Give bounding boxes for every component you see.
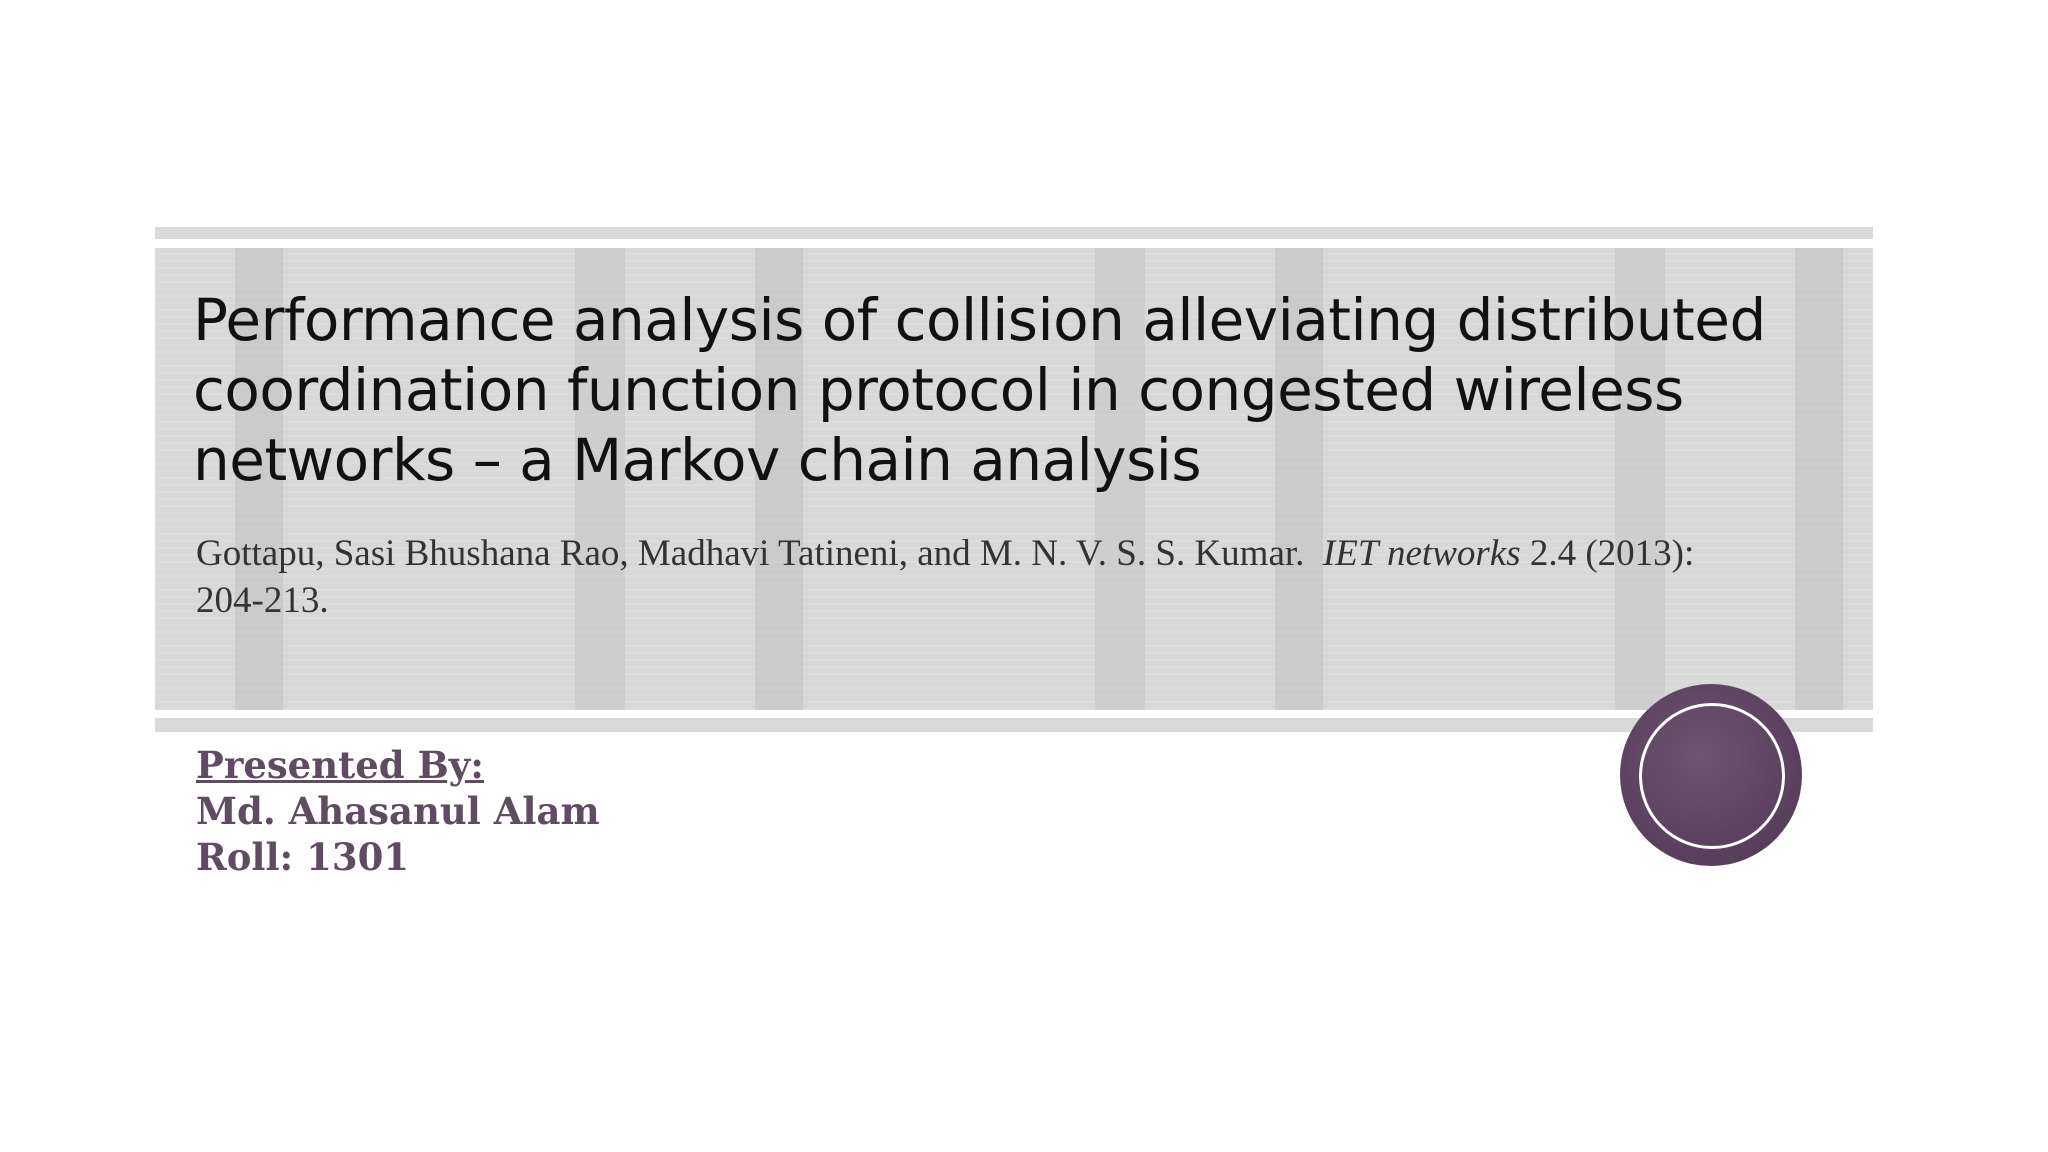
citation [196, 530, 1756, 624]
decorative-circle-icon [1620, 684, 1802, 866]
presenter-roll: Roll: 1301 [196, 835, 410, 879]
slide-title: Performance analysis of collision alleviating distributed coordination function protocol in congested wireless networks – a Markov chain analysis [193, 286, 1766, 494]
banner-top-stripe [155, 227, 1873, 239]
citation-details: 2.4 (2013): 204-213. [196, 533, 1695, 621]
banner-bottom-stripe [155, 718, 1873, 732]
presenter-block [196, 742, 600, 880]
presenter-heading: Presented By: [196, 743, 484, 787]
presenter-name: Md. Ahasanul Alam [196, 789, 600, 833]
citation-journal: IET networks [1322, 533, 1521, 574]
circle-ring [1639, 703, 1785, 849]
citation-authors: Gottapu, Sasi Bhushana Rao, Madhavi Tatineni, and M. N. V. S. S. Kumar. [196, 533, 1305, 574]
